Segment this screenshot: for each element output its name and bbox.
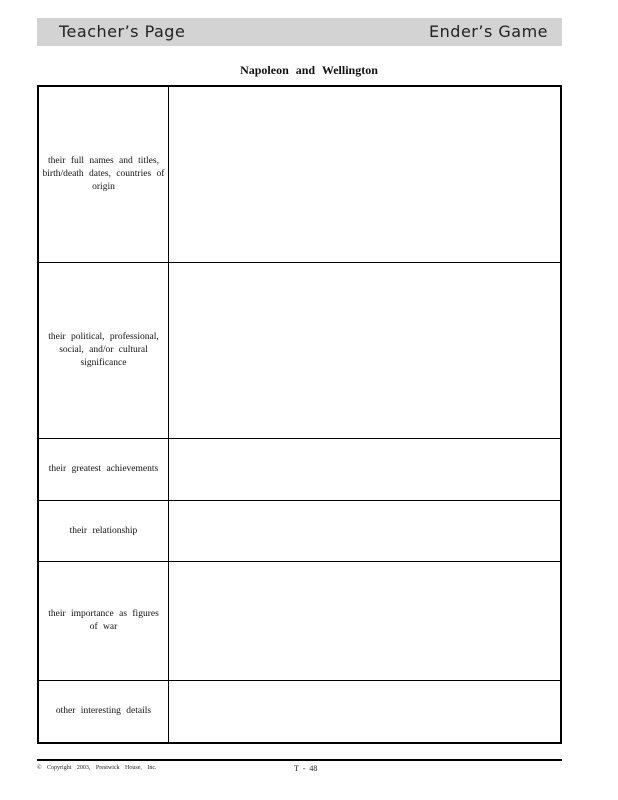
table-row <box>39 562 561 681</box>
row-label-other-details: other interesting details <box>39 681 169 743</box>
worksheet-grid <box>37 85 562 744</box>
table-row <box>39 500 561 562</box>
table-row <box>39 87 561 263</box>
worksheet-table <box>38 86 561 743</box>
worksheet-subtitle: Napoleon and Wellington <box>240 63 378 77</box>
answer-cell-achievements[interactable] <box>169 439 561 501</box>
row-label-full-names: their full names and titles, birth/death dates, countries of origin <box>39 87 169 263</box>
header-right-title: Ender’s Game <box>429 22 548 41</box>
table-row <box>39 439 561 501</box>
row-label-significance: their political, professional, social, and/or cultural significance <box>39 263 169 439</box>
answer-cell-other-details[interactable] <box>169 681 561 743</box>
header-left-title: Teacher’s Page <box>59 22 186 41</box>
footer-copyright: © Copyright 2003, Prestwick House, Inc. <box>37 765 157 771</box>
row-label-achievements: their greatest achievements <box>39 439 169 501</box>
answer-cell-full-names[interactable] <box>169 87 561 263</box>
footer-rule <box>37 759 562 761</box>
table-row <box>39 681 561 743</box>
footer-page-number: T - 48 <box>294 764 318 773</box>
row-label-relationship: their relationship <box>39 500 169 562</box>
answer-cell-importance[interactable] <box>169 562 561 681</box>
row-label-importance: their importance as figures of war <box>39 562 169 681</box>
answer-cell-relationship[interactable] <box>169 500 561 562</box>
header-bar <box>37 18 562 46</box>
answer-cell-significance[interactable] <box>169 263 561 439</box>
table-row <box>39 263 561 439</box>
